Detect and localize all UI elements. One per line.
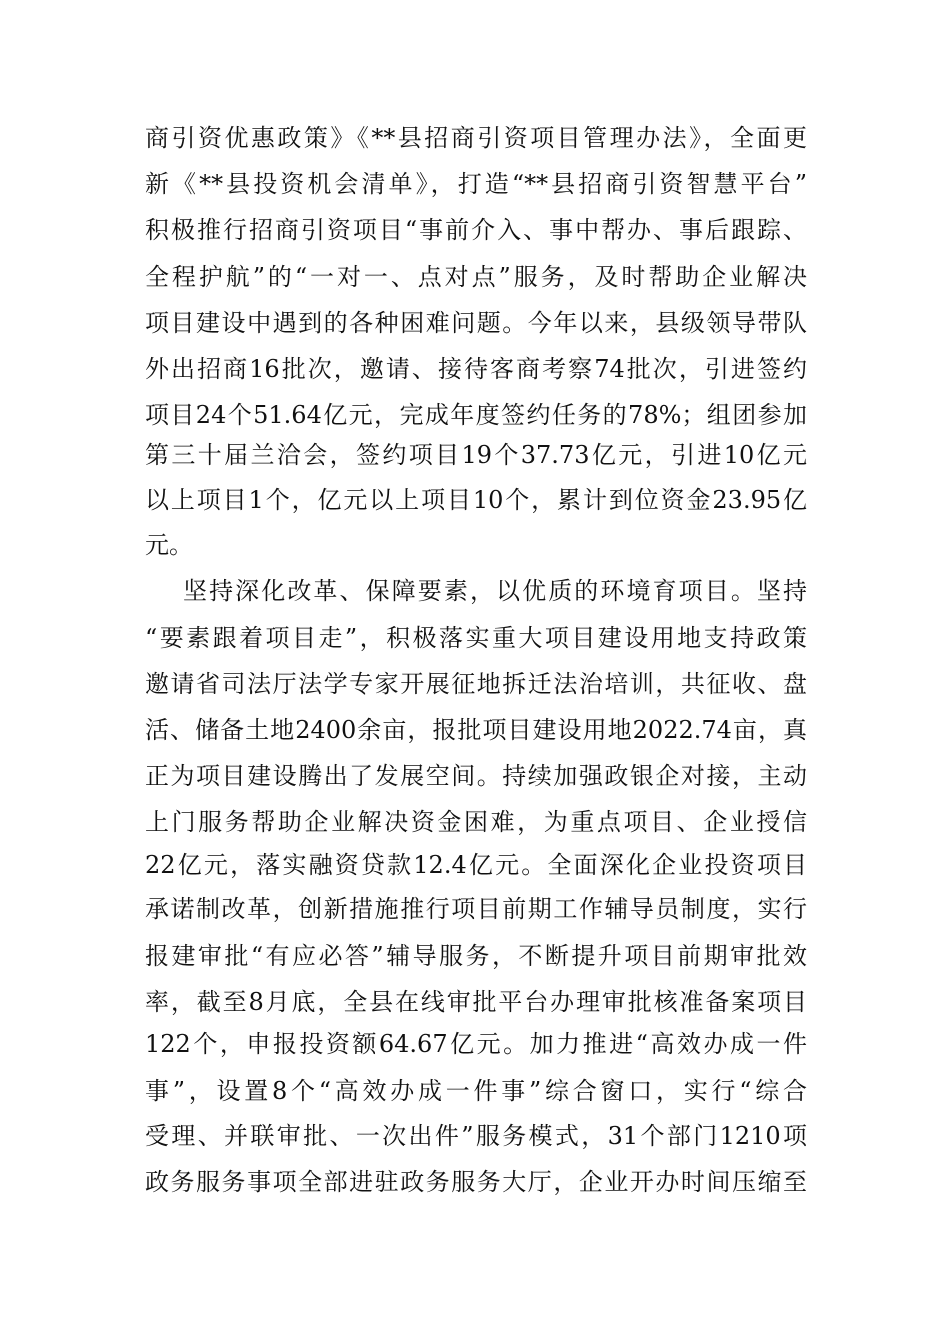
paragraph-line: 正为项目建设腾出了发展空间。持续加强政银企对接，主动 [145, 762, 807, 790]
paragraph-line: 全程护航”的“一对一、点对点”服务，及时帮助企业解决 [145, 263, 807, 291]
paragraph-line: 122个，申报投资额64.67亿元。加力推进“高效办成一件 [145, 1030, 807, 1058]
paragraph-line: 政务服务事项全部进驻政务服务大厅，企业开办时间压缩至 [145, 1168, 807, 1196]
paragraph-line: 商引资优惠政策》《**县招商引资项目管理办法》，全面更 [145, 124, 807, 152]
paragraph-line: 受理、并联审批、一次出件”服务模式，31个部门1210项 [145, 1122, 807, 1150]
paragraph-line: 积极推行招商引资项目“事前介入、事中帮办、事后跟踪、 [145, 216, 807, 244]
paragraph-line: 项目建设中遇到的各种困难问题。今年以来，县级领导带队 [145, 309, 807, 337]
paragraph-line: 项目24个51.64亿元，完成年度签约任务的78%；组团参加 [145, 401, 807, 429]
paragraph-line: 以上项目1个，亿元以上项目10个，累计到位资金23.95亿 [145, 486, 807, 514]
paragraph-line: 外出招商16批次，邀请、接待客商考察74批次，引进签约 [145, 355, 807, 383]
paragraph-line: 邀请省司法厅法学专家开展征地拆迁法治培训，共征收、盘 [145, 670, 807, 698]
paragraph-line: 活、储备土地2400余亩，报批项目建设用地2022.74亩，真 [145, 716, 807, 744]
paragraph-line: “要素跟着项目走”，积极落实重大项目建设用地支持政策 [145, 624, 807, 652]
paragraph-line: 率，截至8月底，全县在线审批平台办理审批核准备案项目 [145, 988, 807, 1016]
paragraph-line: 承诺制改革，创新措施推行项目前期工作辅导员制度，实行 [145, 895, 807, 923]
paragraph-line: 坚持深化改革、保障要素，以优质的环境育项目。坚持 [183, 577, 807, 605]
paragraph-line: 22亿元，落实融资贷款12.4亿元。全面深化企业投资项目 [145, 851, 807, 879]
paragraph-line: 元。 [145, 531, 193, 559]
paragraph-line: 报建审批“有应必答”辅导服务，不断提升项目前期审批效 [145, 942, 807, 970]
paragraph-line: 第三十届兰洽会，签约项目19个37.73亿元，引进10亿元 [145, 441, 807, 469]
paragraph-line: 上门服务帮助企业解决资金困难，为重点项目、企业授信 [145, 808, 807, 836]
paragraph-line: 事”，设置8个“高效办成一件事”综合窗口，实行“综合 [145, 1077, 807, 1105]
paragraph-line: 新《**县投资机会清单》，打造“**县招商引资智慧平台” [145, 170, 807, 198]
